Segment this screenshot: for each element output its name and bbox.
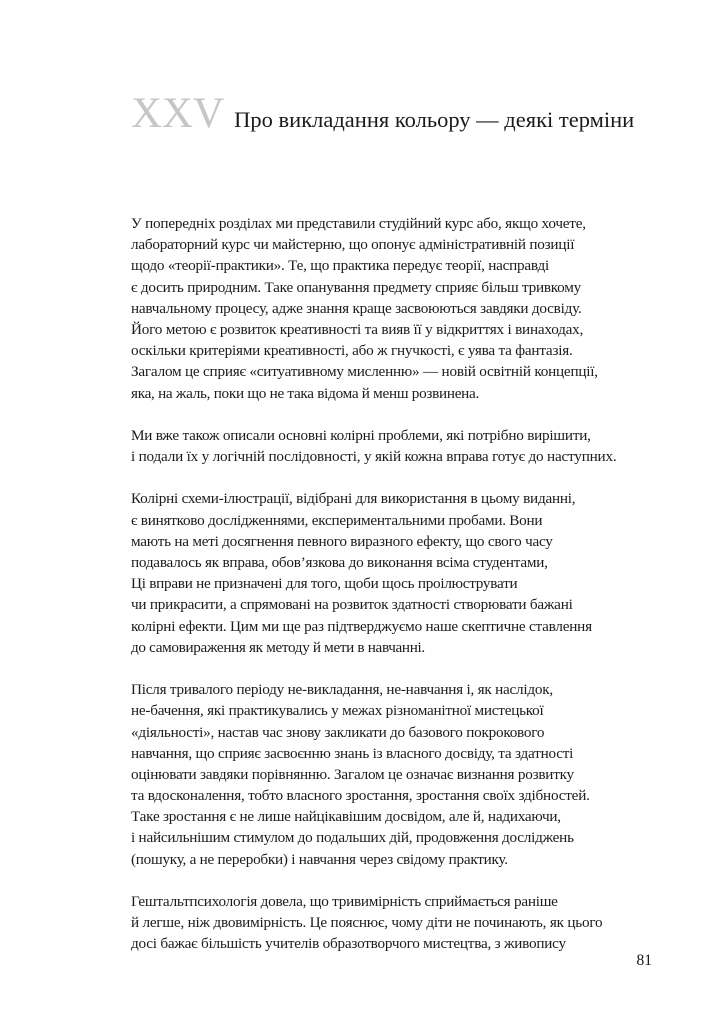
text-line: Гештальтпсихологія довела, що тривимірність сприймається раніше (131, 893, 558, 910)
paragraph (131, 425, 691, 467)
text-line: Таке зростання є не лише найцікавішим досвідом, але й, надихаючи, (131, 808, 561, 826)
paragraph (131, 891, 691, 955)
text-line: Ці вправи не призначені для того, щоби щось проілюструвати (131, 575, 518, 593)
text-line: є досить природним. Таке опанування предмету сприяє більш тривкому (131, 278, 581, 296)
text-line: щодо «теорії-практики». Те, що практика передує теорії, насправді (131, 257, 549, 275)
text-line: Його метою є розвиток креативності та вияв її у відкриттях і винаходах, (131, 320, 584, 338)
page-number: 81 (636, 952, 652, 969)
text-line: навчальному процесу, адже знання краще засвоюються завдяки досвіду. (131, 299, 582, 317)
paragraph (131, 488, 691, 658)
text-line: Ми вже також описали основні колірні проблеми, які потрібно вирішити, (131, 426, 591, 444)
paragraph (131, 213, 691, 404)
text-line: й легше, ніж двовимірність. Це пояснює, чому діти не починають, як цього (131, 914, 603, 932)
text-line: оскільки критеріями креативності, або ж гнучкості, є уява та фантазія. (131, 342, 573, 360)
text-line: колірні ефекти. Цим ми ще раз підтверджуємо наше скептичне ставлення (131, 617, 592, 635)
chapter-header (131, 92, 691, 135)
paragraph (131, 679, 691, 870)
text-line: лабораторний курс чи майстерню, що опонує адміністративній позиції (131, 236, 575, 254)
body-text (131, 213, 691, 976)
text-line: Загалом це сприяє «ситуативному мисленню» — новій освітній концепції, (131, 363, 598, 381)
text-line: Після тривалого періоду не-викладання, не-навчання і, як наслідок, (131, 681, 553, 699)
text-line: мають на меті досягнення певного виразного ефекту, що свого часу (131, 532, 553, 550)
text-line: та вдосконалення, тобто власного зростання, зростання своїх здібностей. (131, 787, 590, 805)
text-line: і подали їх у логічній послідовності, у якій кожна вправа готує до наступних. (131, 448, 617, 466)
text-line: оцінювати завдяки порівнянню. Загалом це означає визнання розвитку (131, 765, 574, 783)
text-line: не-бачення, які практикувались у межах різноманітної мистецької (131, 702, 544, 720)
chapter-number: XXV (131, 90, 225, 137)
text-line: навчання, що сприяє засвоєнню знань із власного досвіду, та здатності (131, 744, 574, 762)
text-line: чи прикрасити, а спрямовані на розвиток здатності створювати бажані (131, 596, 573, 614)
text-line: Колірні схеми-ілюстрації, відібрані для використання в цьому виданні, (131, 490, 576, 508)
text-line: є винятково дослідженнями, експериментальними пробами. Вони (131, 511, 543, 529)
text-line: яка, на жаль, поки що не така відома й менш розвинена. (131, 384, 479, 402)
text-line: (пошуку, а не переробки) і навчання через свідому практику. (131, 850, 508, 868)
text-line: і найсильнішим стимулом до подальших дій, продовження досліджень (131, 829, 574, 847)
text-line: подавалось як вправа, обов’язкова до виконання всіма студентами, (131, 554, 548, 571)
text-line: до самовираження як методу й мети в навчанні. (131, 638, 425, 656)
text-line: досі бажає більшість учителів образотворчого мистецтва, з живопису (131, 935, 566, 953)
chapter-title: Про викладання кольору — деякі терміни (234, 107, 635, 132)
text-line: «діяльності», настав час знову закликати до базового покрокового (131, 723, 545, 741)
text-line: У попередніх розділах ми представили студійний курс або, якщо хочете, (131, 215, 586, 232)
